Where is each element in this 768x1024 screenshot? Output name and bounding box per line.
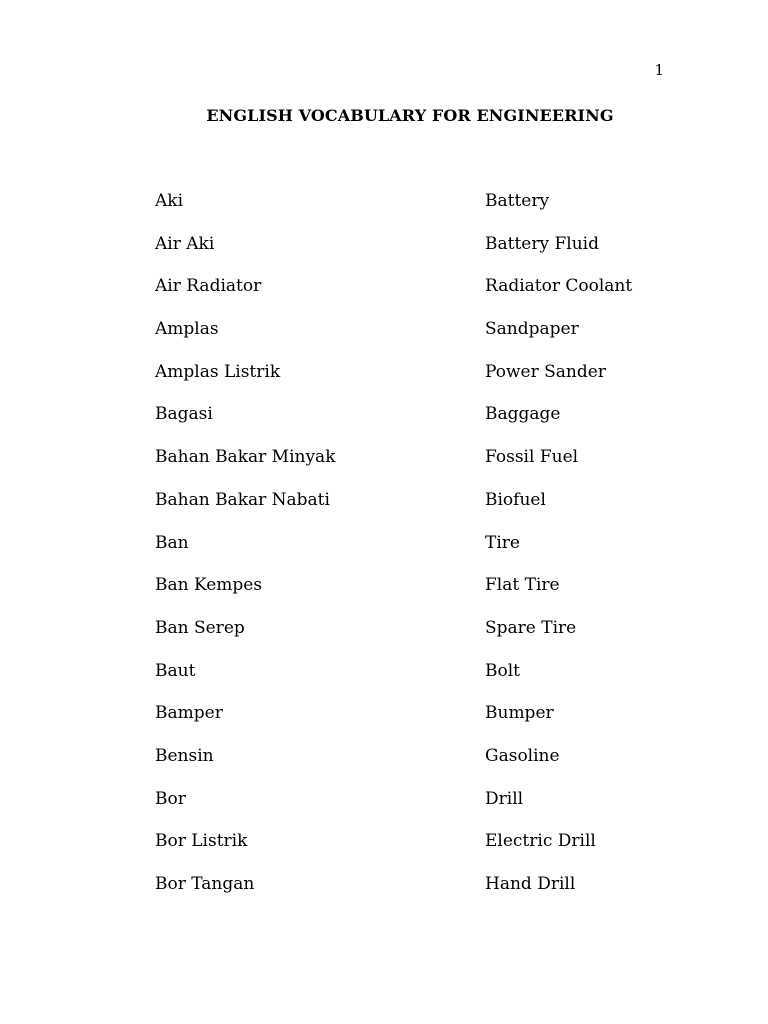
english-term: Battery [485, 191, 550, 211]
vocab-row [155, 574, 695, 617]
english-term: Spare Tire [485, 617, 577, 638]
indonesian-term: Bahan Bakar Minyak [155, 447, 336, 468]
indonesian-term: Amplas Listrik [155, 361, 281, 382]
indonesian-term: Bamper [155, 703, 223, 724]
english-term: Gasoline [485, 745, 560, 766]
english-term: Drill [485, 788, 524, 809]
english-term: Fossil Fuel [485, 447, 579, 468]
vocab-row [155, 275, 695, 318]
indonesian-term: Bor [155, 788, 186, 809]
vocab-row [155, 873, 695, 916]
indonesian-term: Baut [155, 660, 196, 681]
indonesian-term: Bensin [155, 745, 214, 766]
indonesian-term: Bagasi [155, 404, 213, 425]
english-term: Flat Tire [485, 575, 560, 596]
vocab-row [155, 190, 695, 233]
indonesian-term: Bor Tangan [155, 874, 255, 894]
indonesian-term: Air Aki [155, 233, 215, 254]
english-term: Baggage [485, 404, 561, 425]
indonesian-term: Ban Serep [155, 617, 245, 638]
vocab-row [155, 233, 695, 276]
english-term: Bolt [485, 660, 520, 681]
english-term: Power Sander [485, 361, 606, 382]
indonesian-term: Ban [155, 532, 189, 553]
vocab-row [155, 617, 695, 660]
vocab-row [155, 446, 695, 489]
vocab-row [155, 489, 695, 532]
indonesian-term: Bahan Bakar Nabati [155, 489, 330, 510]
english-term: Electric Drill [485, 831, 596, 852]
english-term: Biofuel [485, 489, 546, 510]
page-number: 1 [654, 61, 664, 79]
vocab-row [155, 788, 695, 831]
vocab-row [155, 532, 695, 575]
document-title: ENGLISH VOCABULARY FOR ENGINEERING [206, 106, 614, 125]
english-term: Sandpaper [485, 319, 579, 340]
indonesian-term: Ban Kempes [155, 575, 263, 596]
vocab-row [155, 361, 695, 404]
english-term: Bumper [485, 703, 554, 724]
vocabulary-list [155, 190, 695, 916]
indonesian-term: Bor Listrik [155, 831, 248, 852]
vocab-row [155, 660, 695, 703]
english-term: Hand Drill [485, 874, 576, 894]
indonesian-term: Amplas [155, 319, 219, 340]
indonesian-term: Aki [155, 191, 184, 211]
english-term: Radiator Coolant [485, 276, 633, 297]
vocab-row [155, 403, 695, 446]
vocab-row [155, 702, 695, 745]
english-term: Tire [485, 532, 520, 553]
english-term: Battery Fluid [485, 233, 599, 254]
indonesian-term: Air Radiator [155, 276, 262, 297]
vocab-row [155, 318, 695, 361]
vocab-row [155, 745, 695, 788]
vocab-row [155, 830, 695, 873]
